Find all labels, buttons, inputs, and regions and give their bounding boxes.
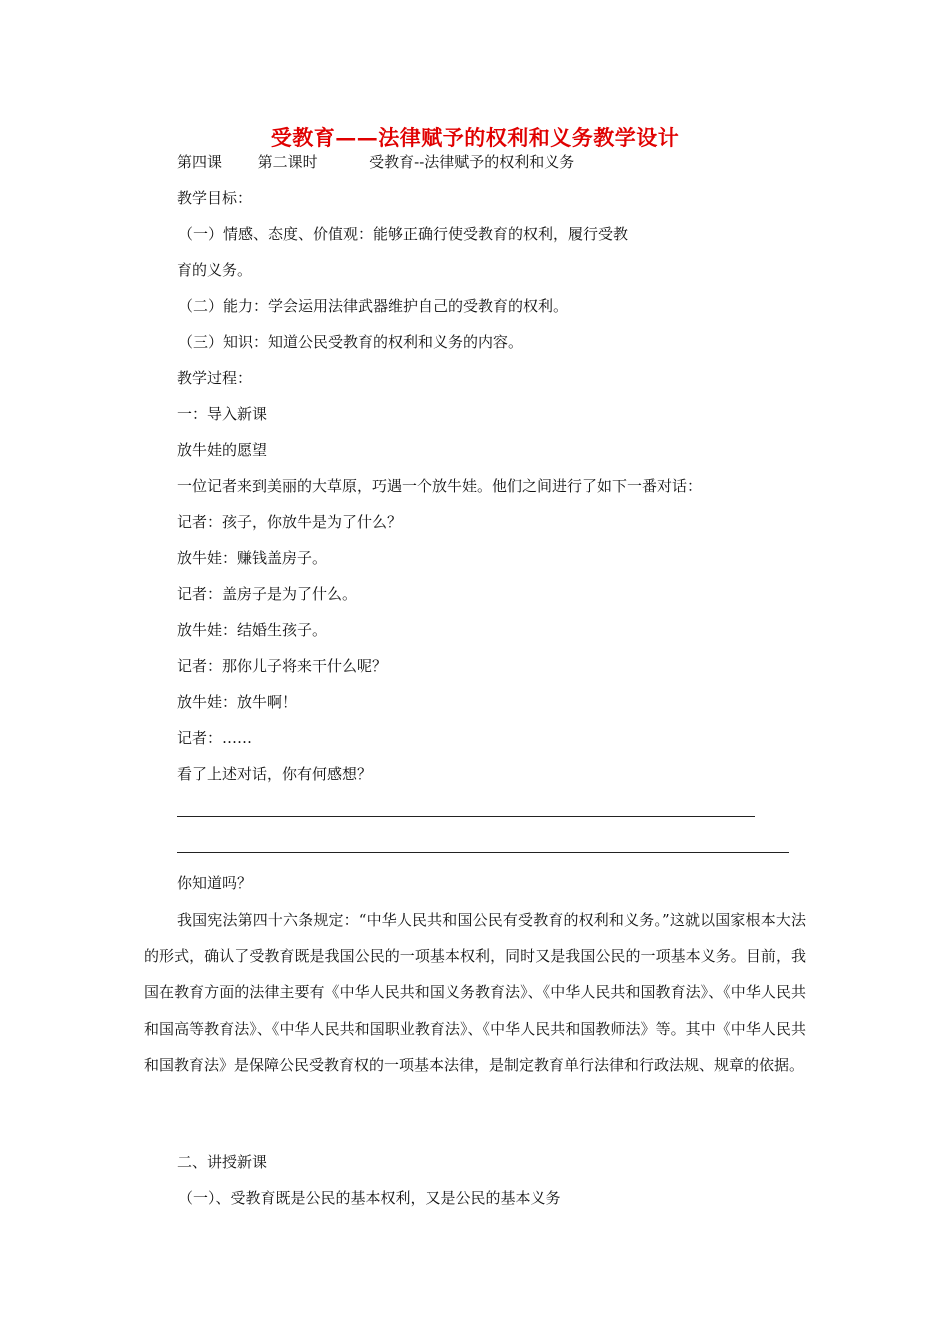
dialogue-line: 放牛娃：赚钱盖房子。	[177, 549, 328, 567]
lesson-subtitle	[177, 152, 574, 172]
story-title: 放牛娃的愿望	[177, 441, 268, 459]
dialogue-line: 记者：……	[177, 729, 253, 747]
objective-1-line-1: （一）情感、态度、价值观：能够正确行使受教育的权利，履行受教	[178, 225, 629, 243]
objectives-heading: 教学目标：	[177, 189, 253, 207]
intro-heading: 一：导入新课	[177, 405, 268, 423]
section-1-heading: （一）、受教育既是公民的基本权利，又是公民的基本义务	[178, 1189, 561, 1207]
dialogue-line: 记者：盖房子是为了什么。	[177, 585, 358, 603]
lesson-period: 第二课时	[257, 153, 318, 171]
dialogue-line: 放牛娃：结婚生孩子。	[177, 621, 328, 639]
objective-1-line-2: 育的义务。	[177, 261, 253, 279]
document-title: 受教育——法律赋予的权利和义务教学设计	[270, 125, 680, 150]
did-you-know-heading: 你知道吗？	[177, 874, 253, 892]
process-heading: 教学过程：	[177, 369, 253, 387]
reflection-question: 看了上述对话，你有何感想？	[177, 765, 373, 783]
objective-3: （三）知识：知道公民受教育的权利和义务的内容。	[178, 333, 524, 351]
dialogue-line: 记者：孩子，你放牛是为了什么？	[177, 513, 403, 531]
story-lead: 一位记者来到美丽的大草原，巧遇一个放牛娃。他们之间进行了如下一番对话：	[177, 477, 703, 495]
new-lesson-heading: 二、讲授新课	[177, 1153, 268, 1171]
dialogue-line: 放牛娃：放牛啊！	[177, 693, 298, 711]
lesson-topic: 受教育--法律赋予的权利和义务	[369, 153, 575, 171]
objective-2: （二）能力：学会运用法律武器维护自己的受教育的权利。	[178, 297, 569, 315]
answer-line-1	[177, 816, 755, 817]
answer-line-2	[177, 852, 789, 853]
lesson-number: 第四课	[177, 153, 223, 171]
constitution-paragraph: 我国宪法第四十六条规定：“中华人民共和国公民有受教育的权利和义务。”这就以国家根本大法的形式，确认了受教育既是我国公民的一项基本权利，同时又是我国公民的一项基本义务。目前，我国在教育方面的法律主要有《中华人民共和国义务教育法》、《中华人民共和国教育法》、《中华人民共和国高等教育法》、《中华人民共和国职业教育法》、《中华人民共和国教师法》等。其中《中华人民共和国教育法》是保障公民受教育权的一项基本法律，是制定教育单行法律和行政法规、规章的依据。	[144, 911, 806, 1074]
dialogue-line: 记者：那你儿子将来干什么呢？	[177, 657, 388, 675]
